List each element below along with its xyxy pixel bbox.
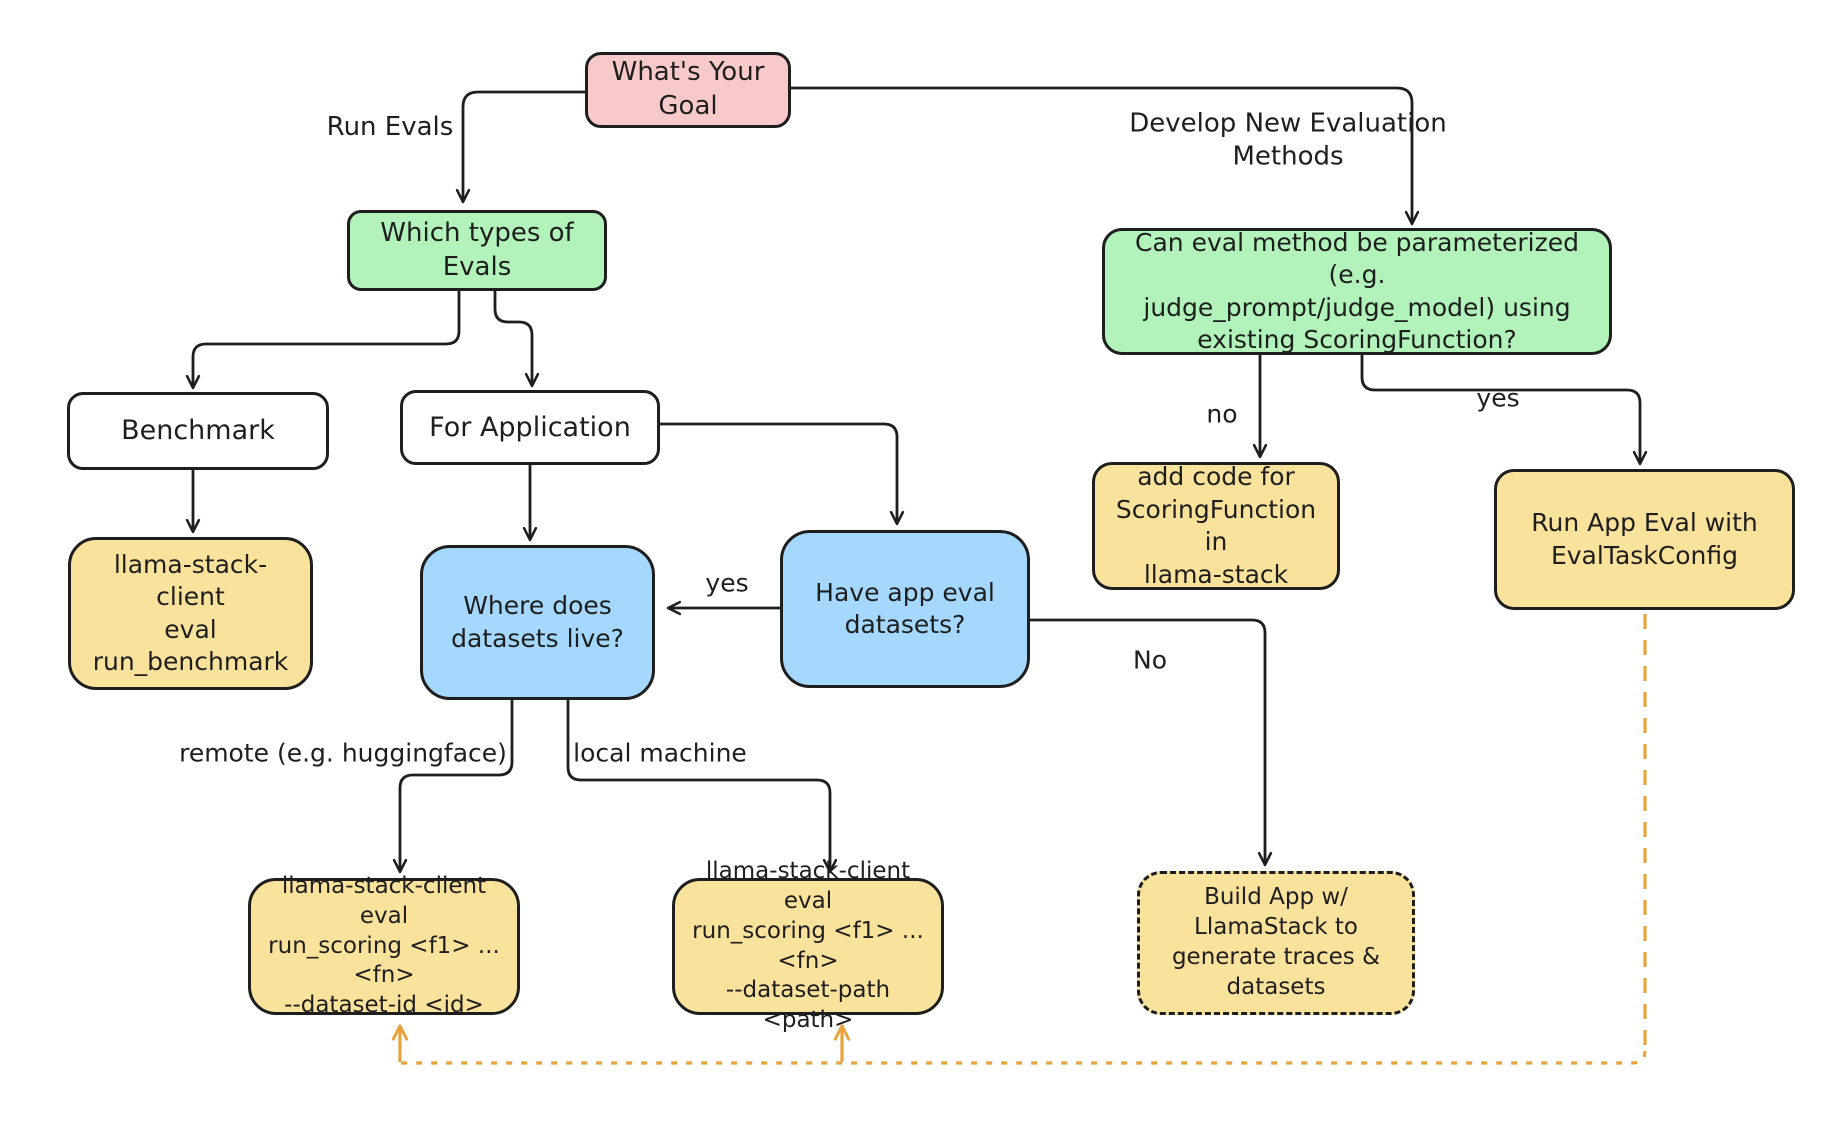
edge-label-yes-have-datasets: yes bbox=[705, 568, 749, 598]
arrow-for-application-to-have-datasets bbox=[660, 424, 897, 522]
arrow-which-types-to-for-application bbox=[495, 291, 532, 384]
node-run-benchmark-command bbox=[68, 537, 313, 690]
arrow-where-datasets-to-run-scoring-path-local bbox=[568, 700, 830, 870]
edge-label-no-have-datasets: No bbox=[1133, 645, 1167, 675]
node-can-eval-method-parameterized-label: Can eval method be parameterized (e.g. judge_prompt/judge_model) using existing ScoringFunction? bbox=[1135, 227, 1579, 354]
node-run-scoring-dataset-path-command-label: llama-stack-client eval run_scoring <f1> ... <fn> --dataset-path <path> bbox=[692, 857, 924, 1034]
node-run-scoring-dataset-id-command-label: llama-stack-client eval run_scoring <f1> ... <fn> --dataset-id <id> bbox=[268, 872, 500, 1019]
node-which-types-of-evals bbox=[347, 210, 607, 291]
node-which-types-of-evals-label: Which types of Evals bbox=[380, 217, 574, 282]
node-whats-your-goal bbox=[585, 52, 791, 128]
node-run-scoring-dataset-id-command bbox=[248, 872, 520, 1019]
edge-label-develop-new-evaluation-methods: Develop New Evaluation Methods bbox=[1129, 108, 1447, 171]
node-where-does-datasets-live bbox=[420, 545, 655, 700]
node-benchmark bbox=[67, 392, 329, 470]
node-run-scoring-dataset-path-command bbox=[672, 857, 944, 1034]
node-for-application-label: For Application bbox=[429, 411, 631, 443]
node-whats-your-goal-label: What's Your Goal bbox=[611, 57, 765, 121]
node-build-app-llamastack bbox=[1137, 871, 1415, 1015]
edge-label-no-parameterized: no bbox=[1206, 399, 1238, 429]
node-add-code-scoringfunction bbox=[1092, 462, 1340, 590]
edge-label-yes-parameterized: yes bbox=[1476, 383, 1520, 413]
node-where-does-datasets-live-label: Where does datasets live? bbox=[451, 591, 624, 653]
arrow-goal-to-which-types bbox=[463, 92, 585, 200]
arrow-where-datasets-to-run-scoring-id-remote bbox=[400, 700, 512, 870]
node-can-eval-method-parameterized bbox=[1102, 228, 1612, 355]
node-run-app-eval-evaltaskconfig bbox=[1494, 469, 1795, 610]
edge-label-remote-huggingface: remote (e.g. huggingface) bbox=[179, 738, 507, 768]
node-build-app-llamastack-label: Build App w/ LlamaStack to generate traces & datasets bbox=[1171, 884, 1381, 1000]
node-run-benchmark-command-label: llama-stack-client eval run_benchmark bbox=[92, 549, 289, 676]
arrow-which-types-to-benchmark bbox=[193, 291, 459, 386]
node-have-app-eval-datasets-label: Have app eval datasets? bbox=[815, 577, 995, 639]
node-run-app-eval-evaltaskconfig-label: Run App Eval with EvalTaskConfig bbox=[1531, 508, 1758, 570]
node-benchmark-label: Benchmark bbox=[121, 415, 275, 447]
node-add-code-scoringfunction-label: add code for ScoringFunction in llama-stack bbox=[1115, 462, 1317, 589]
node-have-app-eval-datasets bbox=[780, 530, 1030, 688]
edge-label-run-evals: Run Evals bbox=[326, 111, 454, 142]
dashed-feedback-horizontal bbox=[400, 1051, 1645, 1063]
edge-label-local-machine: local machine bbox=[573, 738, 747, 768]
node-for-application bbox=[400, 390, 660, 465]
